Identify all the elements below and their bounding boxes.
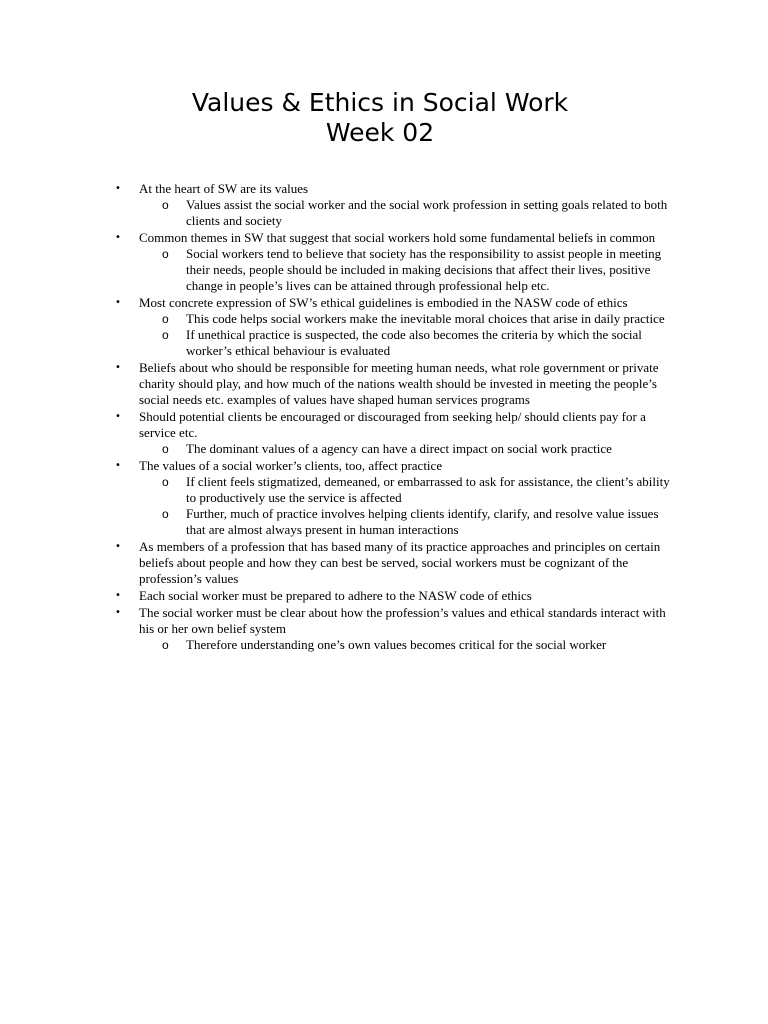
sub-list-item — [162, 311, 676, 327]
sub-list-item — [162, 246, 676, 294]
document-title-line-1: Values & Ethics in Social Work — [191, 88, 569, 117]
list-item-text: Most concrete expression of SW’s ethical guidelines is embodied in the NASW code of ethics — [139, 295, 628, 310]
list-item — [115, 588, 675, 604]
bullet-icon: • — [115, 297, 121, 308]
list-item-text: Common themes in SW that suggest that social workers hold some fundamental beliefs in common — [139, 230, 656, 245]
list-item-text: Each social worker must be prepared to adhere to the NASW code of ethics — [139, 588, 532, 603]
sub-bullet-icon: o — [162, 247, 169, 261]
bullet-icon: • — [115, 460, 121, 471]
list-item-text: At the heart of SW are its values — [139, 181, 309, 196]
sub-bullet-icon: o — [162, 638, 169, 652]
sub-list-item-text: The dominant values of a agency can have a direct impact on social work practice — [186, 441, 612, 456]
bullet-icon: • — [115, 541, 121, 552]
document-title-line-2: Week 02 — [325, 118, 435, 147]
sub-list-item-text: Therefore understanding one’s own values becomes critical for the social worker — [186, 637, 607, 652]
sub-list-item-text: If client feels stigmatized, demeaned, or embarrassed to ask for assistance, the client’s ability to productively use the service is affected — [186, 474, 670, 505]
list-item — [115, 458, 675, 474]
sub-list-item-text: If unethical practice is suspected, the code also becomes the criteria by which the social worker’s ethical behaviour is evaluated — [186, 327, 642, 358]
sub-bullet-icon: o — [162, 312, 169, 326]
sub-bullet-icon: o — [162, 442, 169, 456]
bullet-icon: • — [115, 411, 121, 422]
sub-list-item — [162, 197, 676, 229]
list-item — [115, 181, 675, 197]
sub-list-item — [162, 327, 676, 359]
sub-bullet-icon: o — [162, 475, 169, 489]
list-item — [115, 295, 675, 311]
sub-list-item-text: Further, much of practice involves helping clients identify, clarify, and resolve value issues that are almost always present in human interactions — [186, 506, 659, 537]
sub-list-item-text: This code helps social workers make the inevitable moral choices that arise in daily practice — [186, 311, 665, 326]
bullet-icon: • — [115, 183, 121, 194]
list-item-text: Should potential clients be encouraged or discouraged from seeking help/ should clients pay for a service etc. — [139, 409, 646, 440]
list-item — [115, 605, 675, 637]
list-item-text: As members of a profession that has based many of its practice approaches and principles on certain beliefs about people and how they can best be served, social workers must be cognizant of the profession’s values — [139, 539, 661, 586]
sub-list-item-text: Social workers tend to believe that society has the responsibility to assist people in meeting their needs, people should be included in making decisions that affect their lives, positive change in people’s lives can be attained through professional help etc. — [186, 246, 662, 293]
bullet-list — [0, 181, 768, 653]
sub-bullet-icon: o — [162, 328, 169, 342]
bullet-icon: • — [115, 362, 121, 373]
list-item-text: The values of a social worker’s clients, too, affect practice — [139, 458, 443, 473]
list-item-text: Beliefs about who should be responsible for meeting human needs, what role government or private charity should play, and how much of the nations wealth should be invested in meeting the people’s social needs etc. examples of values have shaped human services programs — [139, 360, 659, 407]
list-item — [115, 409, 675, 441]
sub-list-item — [162, 506, 676, 538]
list-item-text: The social worker must be clear about how the profession’s values and ethical standards interact with his or her own belief system — [139, 605, 666, 636]
sub-list-item — [162, 637, 676, 653]
list-item — [115, 360, 675, 408]
bullet-icon: • — [115, 590, 121, 601]
bullet-icon: • — [115, 232, 121, 243]
sub-list-item-text: Values assist the social worker and the social work profession in setting goals related to both clients and society — [186, 197, 668, 228]
sub-list-item — [162, 474, 676, 506]
list-item — [115, 539, 675, 587]
sub-bullet-icon: o — [162, 507, 169, 521]
sub-list-item — [162, 441, 676, 457]
bullet-icon: • — [115, 607, 121, 618]
sub-bullet-icon: o — [162, 198, 169, 212]
list-item — [115, 230, 675, 246]
